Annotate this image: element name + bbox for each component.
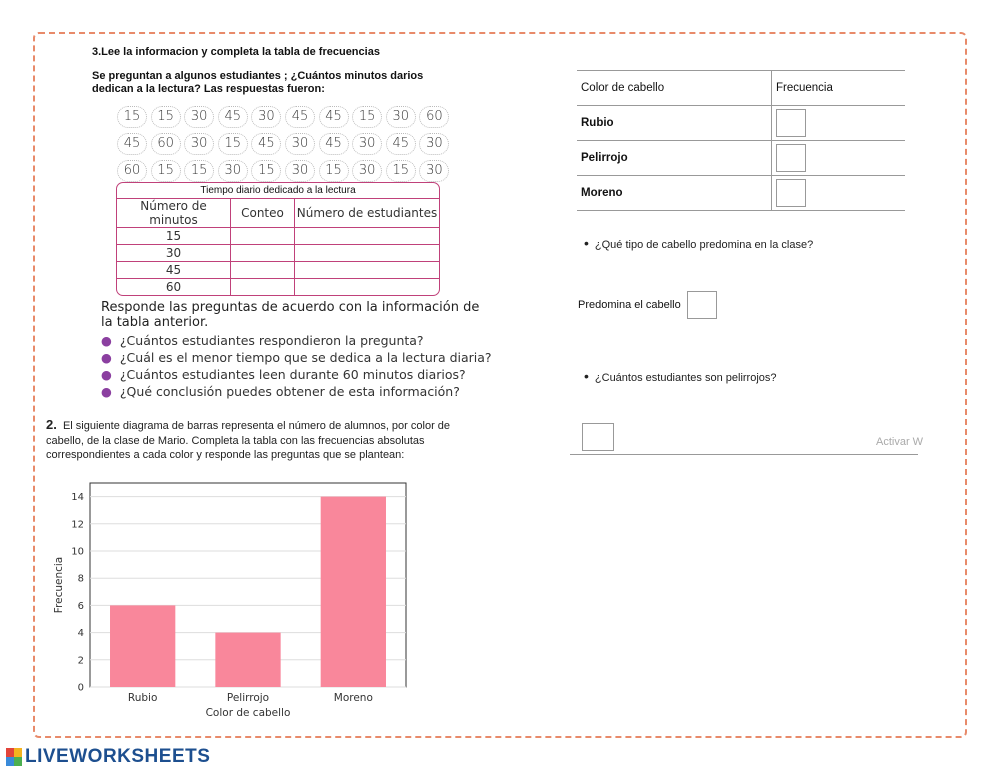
table-row	[117, 262, 439, 279]
frequency-input-rubio[interactable]	[776, 109, 806, 137]
table-row	[577, 141, 905, 176]
y-tick-label: 10	[71, 546, 84, 558]
response-value: 60	[419, 106, 449, 128]
response-value: 30	[285, 160, 315, 182]
table-row	[577, 176, 905, 211]
tally-cell[interactable]	[231, 279, 295, 296]
list-item	[101, 366, 492, 383]
q3-prompt: Se preguntan a algunos estudiantes ; ¿Cuántos minutos darios dedican a la lectura? Las respuestas fueron:	[92, 70, 424, 95]
table-caption: Tiempo diario dedicado a la lectura	[117, 183, 439, 199]
response-value: 30	[386, 106, 416, 128]
question-text: ¿Cuántos estudiantes leen durante 60 minutos diarios?	[119, 367, 466, 382]
frequency-cell	[772, 141, 906, 176]
divider	[570, 454, 918, 455]
response-value: 15	[319, 160, 349, 182]
hair-color-bar-chart	[40, 478, 420, 722]
tally-cell[interactable]	[231, 262, 295, 279]
minutes-cell: 15	[117, 228, 231, 245]
column-header: Color de cabello	[577, 71, 772, 106]
responses-grid	[117, 106, 453, 187]
response-value: 45	[218, 106, 248, 128]
frequency-cell	[772, 106, 906, 141]
hair-frequency-table	[577, 70, 905, 211]
hair-color-cell: Rubio	[577, 106, 772, 141]
response-value: 45	[117, 133, 147, 155]
y-tick-label: 12	[71, 519, 84, 531]
x-tick-label: Rubio	[127, 692, 158, 704]
hair-color-cell: Pelirrojo	[577, 141, 772, 176]
column-header: Frecuencia	[772, 71, 906, 106]
y-axis-label: Frecuencia	[53, 556, 65, 614]
response-value: 30	[184, 133, 214, 155]
response-value: 45	[319, 133, 349, 155]
tally-cell[interactable]	[231, 245, 295, 262]
minutes-cell: 30	[117, 245, 231, 262]
column-header: Conteo	[231, 199, 295, 228]
q3-title: 3.Lee la informacion y completa la tabla de frecuencias	[92, 46, 380, 58]
table-row	[577, 106, 905, 141]
predomina-label: Predomina el cabello	[578, 299, 681, 311]
response-value: 15	[386, 160, 416, 182]
question-text: ¿Cuál es el menor tiempo que se dedica a la lectura diaria?	[119, 350, 492, 365]
hair-color-cell: Moreno	[577, 176, 772, 211]
x-axis-label: Color de cabello	[205, 707, 291, 719]
redheads-input[interactable]	[582, 423, 614, 451]
response-value: 30	[285, 133, 315, 155]
response-value: 15	[117, 106, 147, 128]
y-tick-label: 14	[71, 492, 84, 504]
liveworksheets-logo	[6, 746, 210, 768]
response-value: 45	[319, 106, 349, 128]
response-value: 30	[352, 133, 382, 155]
response-value: 15	[251, 160, 281, 182]
column-header: Número de estudiantes	[295, 199, 440, 228]
list-item	[101, 332, 492, 349]
question-text: ¿Qué conclusión puedes obtener de esta información?	[119, 384, 460, 399]
q2-number: 2.	[46, 417, 57, 432]
bullet-icon: ●	[101, 333, 112, 348]
bullet-icon: ●	[101, 367, 112, 382]
response-value: 15	[184, 160, 214, 182]
response-value: 30	[419, 160, 449, 182]
table-row	[117, 245, 439, 262]
tally-cell[interactable]	[231, 228, 295, 245]
list-item	[101, 349, 492, 366]
minutes-cell: 60	[117, 279, 231, 296]
table-row	[117, 279, 439, 296]
responses-row	[117, 106, 453, 128]
question-list	[101, 332, 492, 400]
count-cell[interactable]	[295, 262, 440, 279]
table-row	[577, 71, 905, 106]
x-tick-label: Moreno	[333, 692, 373, 704]
response-value: 60	[117, 160, 147, 182]
liveworksheets-logo-icon	[6, 748, 22, 766]
bullet-icon: ●	[101, 350, 112, 365]
y-tick-labels	[71, 492, 84, 693]
bar-pelirrojo	[215, 633, 280, 687]
list-item	[101, 383, 492, 400]
x-tick-label: Pelirrojo	[226, 692, 270, 704]
response-value: 15	[151, 106, 181, 128]
bar-moreno	[321, 497, 386, 687]
predomina-row	[578, 291, 717, 319]
count-cell[interactable]	[295, 245, 440, 262]
y-tick-label: 6	[77, 600, 84, 612]
count-cell[interactable]	[295, 228, 440, 245]
response-value: 30	[218, 160, 248, 182]
x-tick-labels	[128, 692, 373, 704]
q2-instructions	[46, 418, 471, 463]
minutes-cell: 45	[117, 262, 231, 279]
frequency-input-moreno[interactable]	[776, 179, 806, 207]
frequency-input-pelirrojo[interactable]	[776, 144, 806, 172]
response-value: 15	[218, 133, 248, 155]
response-value: 30	[419, 133, 449, 155]
y-tick-label: 8	[77, 573, 84, 585]
reading-frequency-table	[116, 182, 440, 296]
response-value: 30	[184, 106, 214, 128]
respond-instructions: Responde las preguntas de acuerdo con la información de la tabla anterior.	[101, 300, 480, 330]
activation-watermark: Activar W	[876, 436, 924, 448]
question-predominant-hair: • ¿Qué tipo de cabello predomina en la clase?	[584, 235, 813, 251]
question-text: ¿Cuántos estudiantes respondieron la pregunta?	[119, 333, 424, 348]
bullet-icon: ●	[101, 384, 112, 399]
count-cell[interactable]	[295, 279, 440, 296]
y-tick-label: 0	[77, 682, 84, 694]
question-redheads: • ¿Cuántos estudiantes son pelirrojos?	[584, 368, 777, 384]
frequency-cell	[772, 176, 906, 211]
response-value: 15	[352, 106, 382, 128]
response-value: 60	[151, 133, 181, 155]
predomina-input[interactable]	[687, 291, 717, 319]
table-row	[117, 228, 439, 245]
response-value: 45	[386, 133, 416, 155]
bar-rubio	[110, 605, 175, 687]
response-value: 45	[251, 133, 281, 155]
logo-text: LIVEWORKSHEETS	[25, 746, 211, 767]
y-tick-label: 4	[77, 628, 84, 640]
column-header: Número de minutos	[117, 199, 231, 228]
response-value: 30	[352, 160, 382, 182]
responses-row	[117, 160, 453, 182]
y-tick-label: 2	[77, 655, 84, 667]
response-value: 45	[285, 106, 315, 128]
q2-text: El siguiente diagrama de barras representa el número de alumnos, por color de cabello, de la clase de Mario. Completa la tabla con las frecuencias absolutas correspondientes a cada color y responde las preguntas que se plantean:	[46, 420, 451, 461]
responses-row	[117, 133, 453, 155]
response-value: 30	[251, 106, 281, 128]
response-value: 15	[151, 160, 181, 182]
